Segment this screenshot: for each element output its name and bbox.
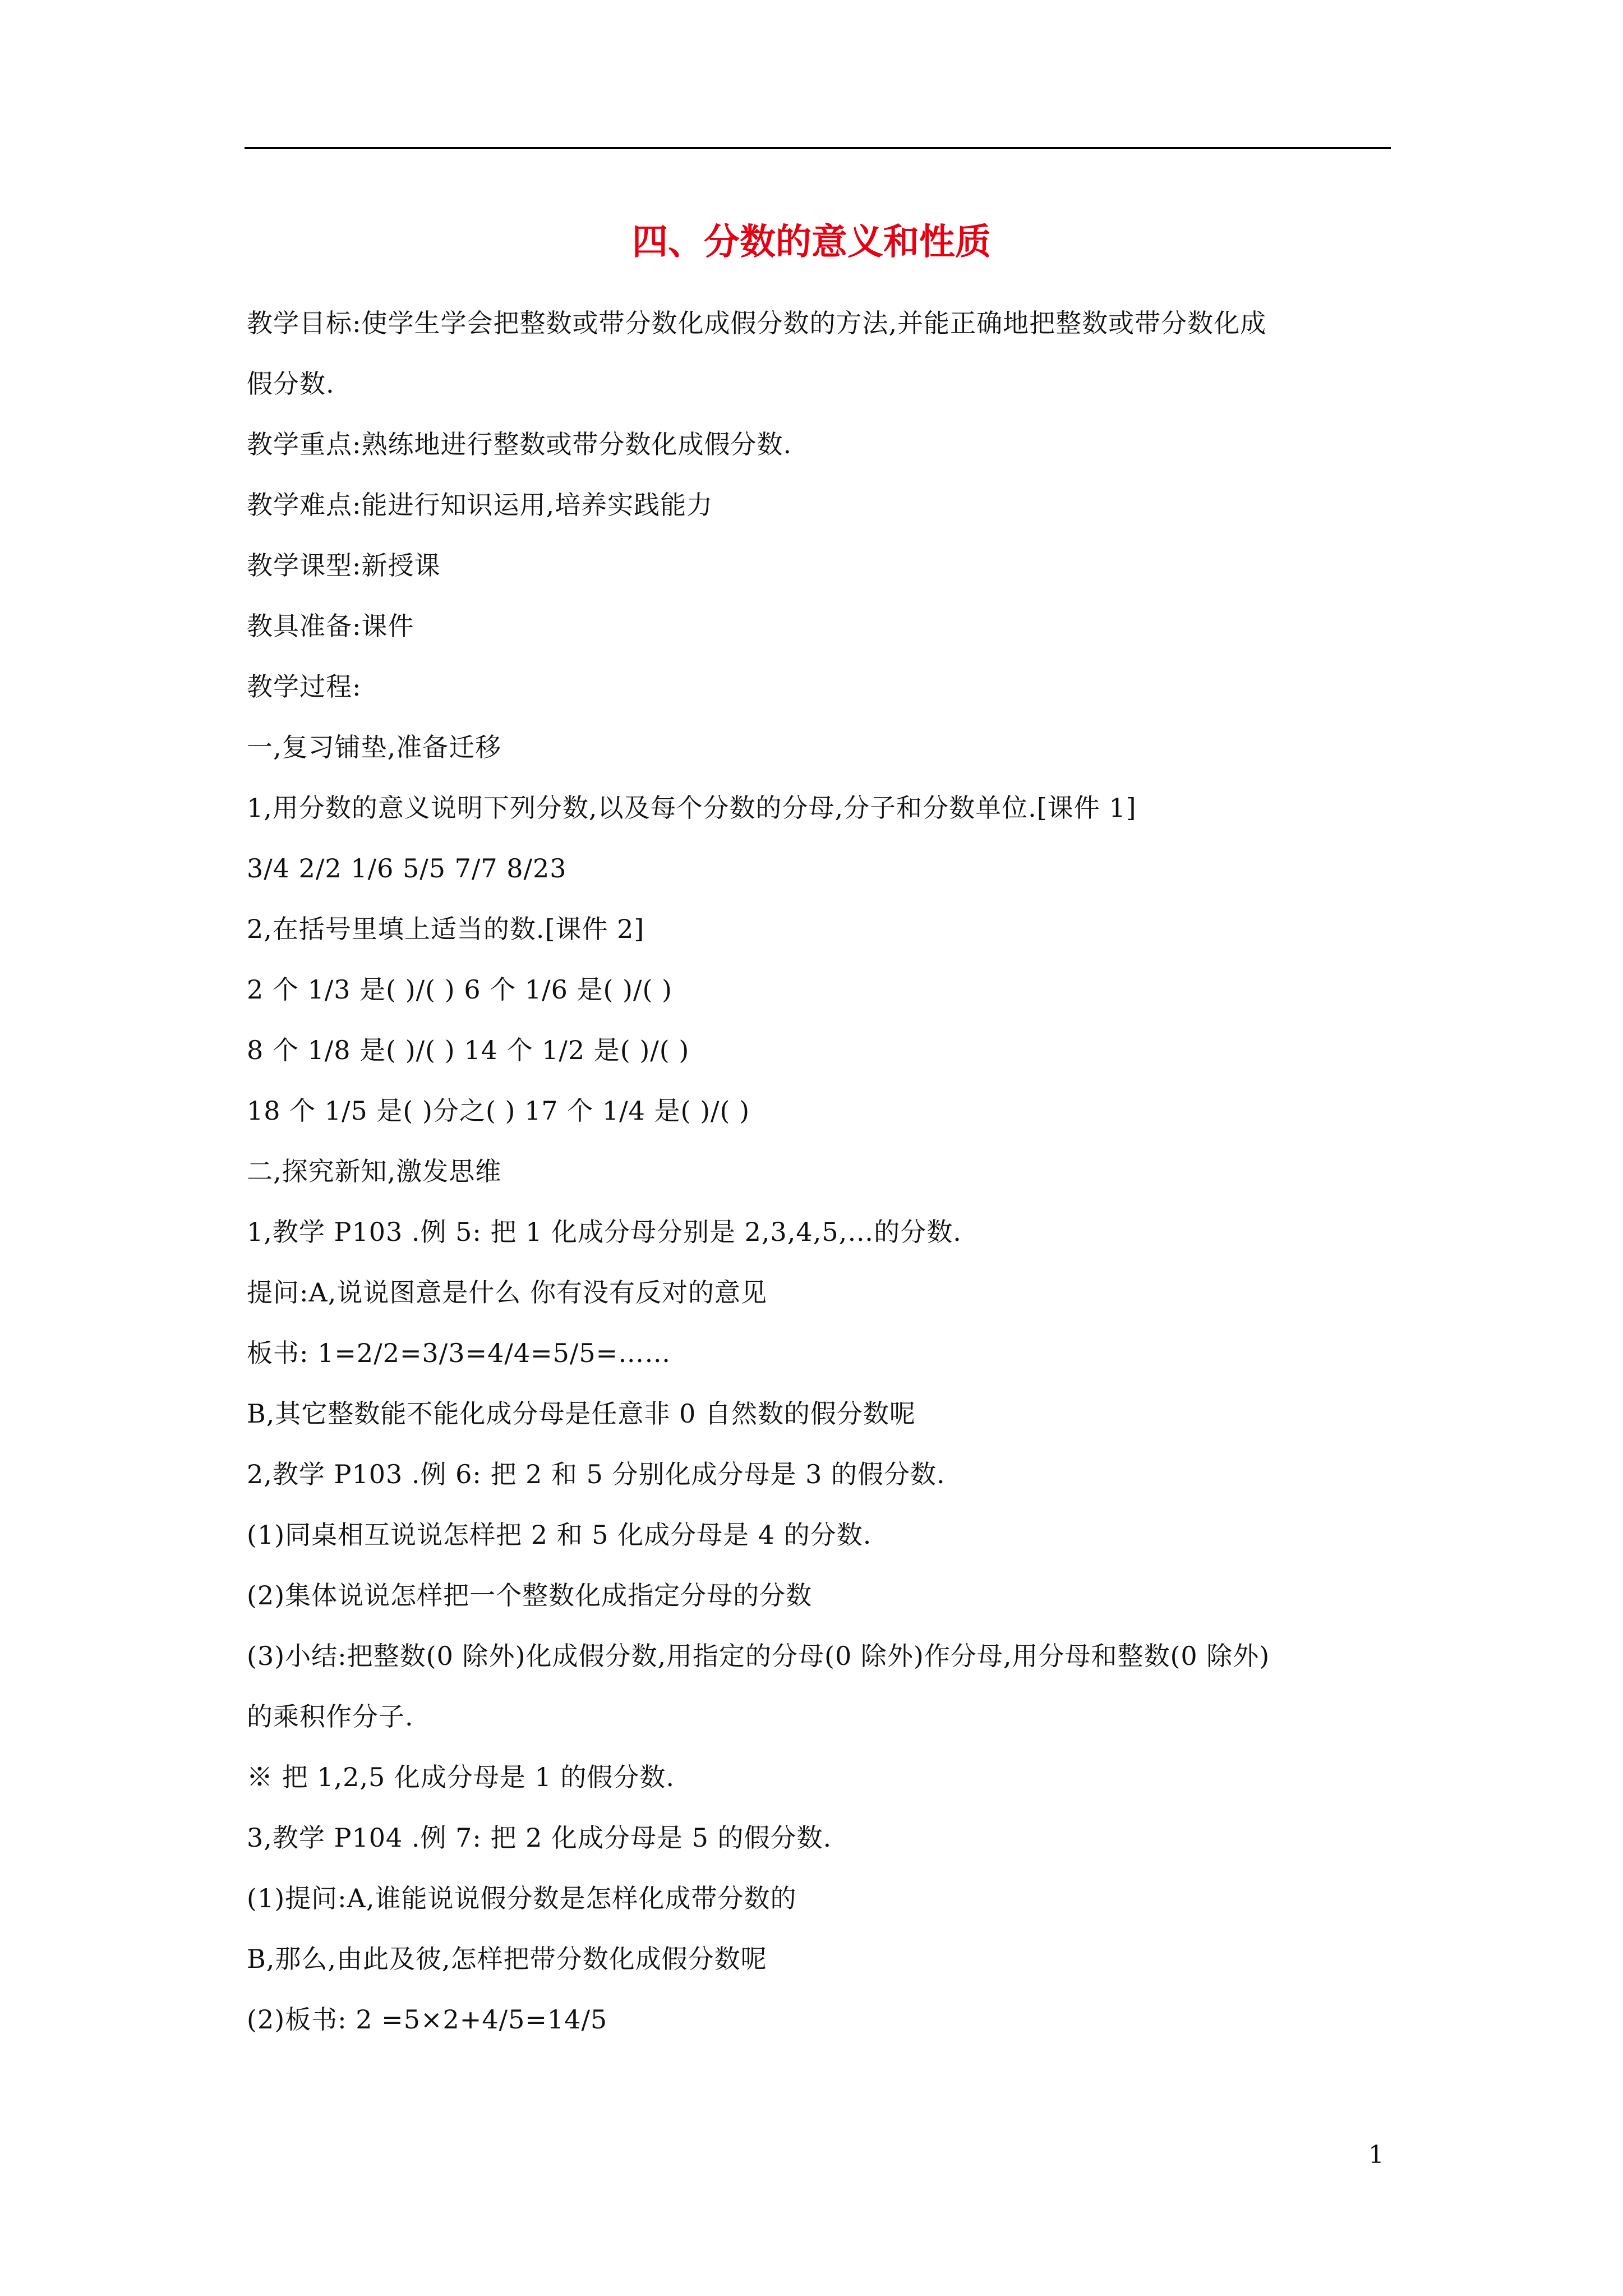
section-one-heading: 一,复习铺垫,准备迁移 [247,732,502,762]
fill-blank-line-3: 18 个 1/5 是( )分之( ) 17 个 1/4 是( )/( ) [247,1096,750,1126]
header-rule [245,147,1391,149]
fill-blank-line-2: 8 个 1/8 是( )/( ) 14 个 1/2 是( )/( ) [247,1035,690,1065]
objective-line-1: 教学目标:使学生学会把整数或带分数化成假分数的方法,并能正确地把整数或带分数化成 [247,308,1267,338]
task-one-line: 1,用分数的意义说明下列分数,以及每个分数的分母,分子和分数单位.[课件 1] [247,793,1137,823]
key-point-line: 教学重点:熟练地进行整数或带分数化成假分数. [247,429,792,459]
board-line-2: (2)板书: 2 =5×2+4/5=14/5 [247,2004,608,2035]
page-number: 1 [1368,2141,1384,2169]
fractions-list-line: 3/4 2/2 1/6 5/5 7/7 8/23 [247,853,567,884]
materials-line: 教具准备:课件 [247,611,414,641]
board-line-1: 板书: 1=2/2=3/3=4/4=5/5=…… [247,1338,671,1368]
summary-line-1: (3)小结:把整数(0 除外)化成假分数,用指定的分母(0 除外)作分母,用分母和整数(0 除外) [247,1641,1270,1671]
question-line-2: B,那么,由此及彼,怎样把带分数化成假分数呢 [247,1944,767,1974]
difficulty-line: 教学难点:能进行知识运用,培养实践能力 [247,490,713,520]
example-seven-line: 3,教学 P104 .例 7: 把 2 化成分母是 5 的假分数. [247,1823,832,1853]
objective-line-2: 假分数. [247,369,335,399]
fill-blank-line-1: 2 个 1/3 是( )/( ) 6 个 1/6 是( )/( ) [247,974,673,1005]
section-two-heading: 二,探究新知,激发思维 [247,1156,502,1186]
summary-line-2: 的乘积作分子. [247,1701,414,1732]
document-title: 四、分数的意义和性质 [632,221,991,263]
step-two-line: (2)集体说说怎样把一个整数化成指定分母的分数 [247,1580,813,1611]
question-b-line: B,其它整数能不能化成分母是任意非 0 自然数的假分数呢 [247,1398,916,1429]
example-six-line: 2,教学 P103 .例 6: 把 2 和 5 分别化成分母是 3 的假分数. [247,1459,946,1489]
example-five-line: 1,教学 P103 .例 5: 把 1 化成分母分别是 2,3,4,5,…的分数. [247,1217,962,1247]
note-line: ※ 把 1,2,5 化成分母是 1 的假分数. [247,1762,675,1792]
process-heading: 教学过程: [247,671,362,702]
question-a-line: 提问:A,说说图意是什么 你有没有反对的意见 [247,1277,767,1308]
task-two-line: 2,在括号里填上适当的数.[课件 2] [247,914,645,944]
step-one-line: (1)同桌相互说说怎样把 2 和 5 化成分母是 4 的分数. [247,1520,872,1550]
question-line-1: (1)提问:A,谁能说说假分数是怎样化成带分数的 [247,1883,797,1913]
lesson-type-line: 教学课型:新授课 [247,550,441,581]
